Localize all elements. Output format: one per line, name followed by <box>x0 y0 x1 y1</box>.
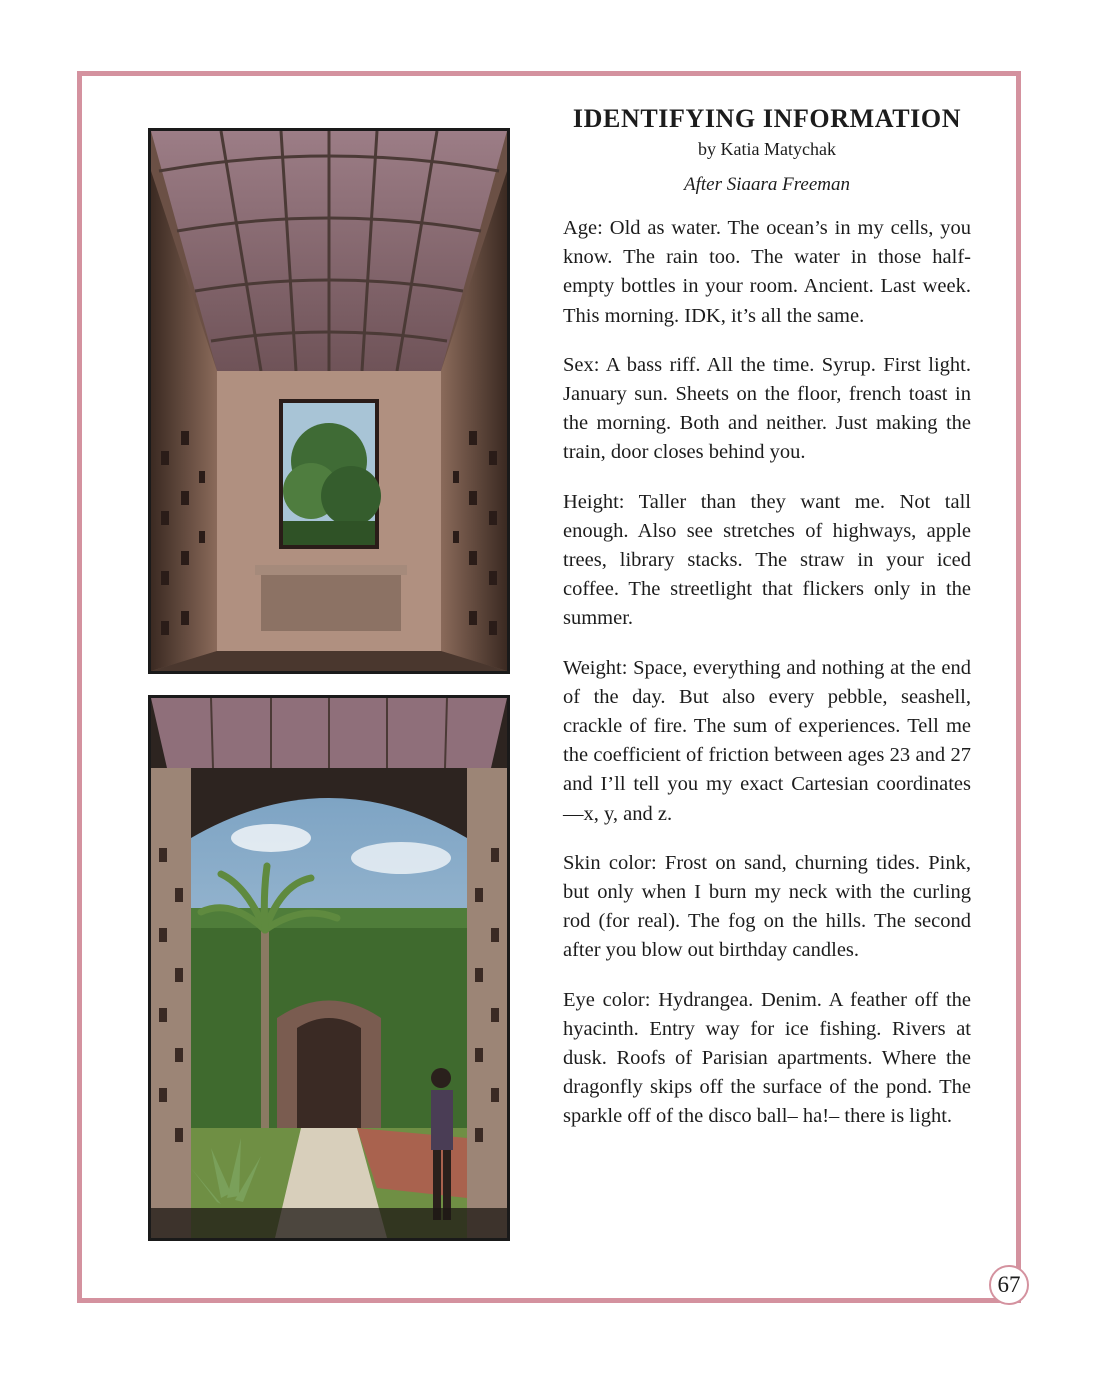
page-number: 67 <box>989 1265 1029 1305</box>
stanza-sex: Sex: A bass riff. All the time. Syrup. First light. January sun. Sheets on the floor, french toast in the morning. Both and neither. Just making the train, door closes behind you. <box>563 353 971 464</box>
dedication: After Siaara Freeman <box>683 174 851 195</box>
poem-title: IDENTIFYING INFORMATION <box>572 104 962 133</box>
stanza-height: Height: Taller than they want me. Not tall enough. Also see stretches of highways, apple trees, library stacks. The straw in your iced coffee. The streetlight that flickers only in the summer. <box>563 490 971 630</box>
stanza-skin-color: Skin color: Frost on sand, churning tides. Pink, but only when I burn my neck with the curling rod (for real). The fog on the hills. The second after you blow out birthday candles. <box>563 851 971 962</box>
mausoleum-interior-photo <box>148 128 510 674</box>
stanza-weight: Weight: Space, everything and nothing at the end of the day. But also every pebble, seashell, crackle of fire. The sum of experiences. Tell me the coefficient of friction between ages 23 and 27 and I’ll tell you my exact Cartesian coordinates—x, y, and z. <box>563 656 971 825</box>
garden-doorway-photo <box>148 695 510 1241</box>
poem-column <box>563 100 971 1152</box>
byline: by Katia Matychak <box>698 139 836 159</box>
stanza-eye-color: Eye color: Hydrangea. Denim. A feather off the hyacinth. Entry way for ice fishing. Rivers at dusk. Roofs of Parisian apartments. Where the dragonfly skips off the surface of the pond. The sparkle off of the disco ball– ha!– there is light. <box>563 988 971 1128</box>
stanza-age: Age: Old as water. The ocean’s in my cells, you know. The rain too. The water in those half-empty bottles in your room. Ancient. Last week. This morning. IDK, it’s all the same. <box>563 217 971 327</box>
